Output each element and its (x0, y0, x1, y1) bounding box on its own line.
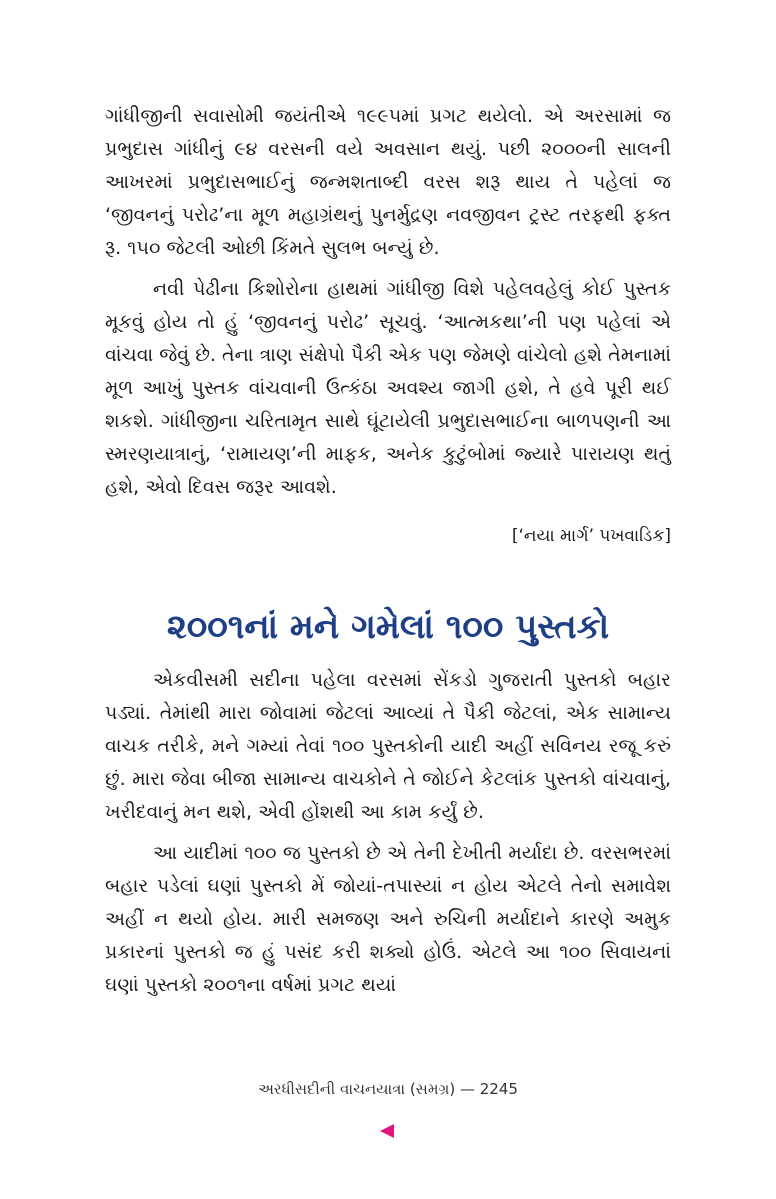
paragraph: આ યાદીમાં ૧૦૦ જ પુસ્તકો છે એ તેની દેખીતી મર્યાદા છે. વરસભરમાં બહાર પડેલાં ઘણાં પુસ્તકો મેં જોયાં-તપાસ્યાં ન હોય એટલે તેનો સમાવેશ અહીં ન થયો હોય. મારી સમજણ અને રુચિની મર્યાદાને કારણે અમુક પ્રકારનાં પુસ્તકો જ હું પસંદ કરી શક્યો હોઉં. એટલે આ ૧૦૦ સિવાયનાં ઘણાં પુસ્તકો ૨૦૦૧ના વર્ષમાં પ્રગટ થયાં (105, 842, 671, 996)
section-body (105, 664, 671, 1002)
paragraph: નવી પેઢીના કિશોરોના હાથમાં ગાંધીજી વિશે પહેલવહેલું કોઈ પુસ્તક મૂકવું હોય તો હું ‘જીવનનું પરોઢ’ સૂચવું. ‘આત્મકથા’ની પણ પહેલાં એ વાંચવા જેવું છે. તેના ત્રાણ સંક્ષેપો પૈકી એક પણ જેમણે વાંચેલો હશે તેમનામાં મૂળ આખું પુસ્તક વાંચવાની ઉત્કંઠા અવશ્ય જાગી હશે, તે હવે પૂરી થઈ શકશે. ગાંધીજીના ચરિતામૃત સાથે ઘૂંટાયેલી પ્રભુદાસભાઈના બાળપણની આ સ્મરણયાત્રાનું, ‘રામાયણ’ની માફક, અનેક કુટુંબોમાં જ્યારે પારાયણ થતું હશે, એવો દિવસ જરૂર આવશે. (105, 278, 671, 498)
paragraph: એકવીસમી સદીના પહેલા વરસમાં સેંકડો ગુજરાતી પુસ્તકો બહાર પડ્યાં. તેમાંથી મારા જોવામાં જેટલાં આવ્યાં તે પૈકી જેટલાં, એક સામાન્ય વાચક તરીકે, મને ગમ્યાં તેવાં ૧૦૦ પુસ્તકોની યાદી અહીં સવિનય રજૂ કરું છું. મારા જેવા બીજા સામાન્ય વાચકોને તે જોઈને કેટલાંક પુસ્તકો વાંચવાનું, ખરીદવાનું મન થશે, એવી હોંશથી આ કામ કર્યું છે. (105, 669, 671, 823)
source-citation: [‘નયા માર્ગ’ પખવાડિક] (511, 526, 671, 546)
triangle-left-icon[interactable] (380, 1124, 394, 1138)
paragraph: ગાંધીજીની સવાસોમી જયંતીએ ૧૯૯૫માં પ્રગટ થયેલો. એ અરસામાં જ પ્રભુદાસ ગાંધીનું ૯૪ વરસની વયે અવસાન થયું. પછી ૨૦૦૦ની સાલની આખરમાં પ્રભુદાસભાઈનું જન્મશતાબ્દી વરસ શરૂ થાય તે પહેલાં જ ‘જીવનનું પરોઢ’ના મૂળ મહાગ્રંથનું પુનર્મુદ્રણ નવજીવન ટ્રસ્ટ તરફથી ફક્ત રૂ. ૧૫૦ જેટલી ઓછી કિંમતે સુલભ બન્યું છે. (105, 105, 671, 259)
section-heading: ૨૦૦૧નાં મને ગમેલાં ૧૦૦ પુસ્તકો (166, 607, 610, 647)
section-continued-text (105, 100, 671, 504)
page-footer: અરધીસદીની વાચનયાત્રા (સમગ્ર) — 2245 (258, 1080, 518, 1098)
